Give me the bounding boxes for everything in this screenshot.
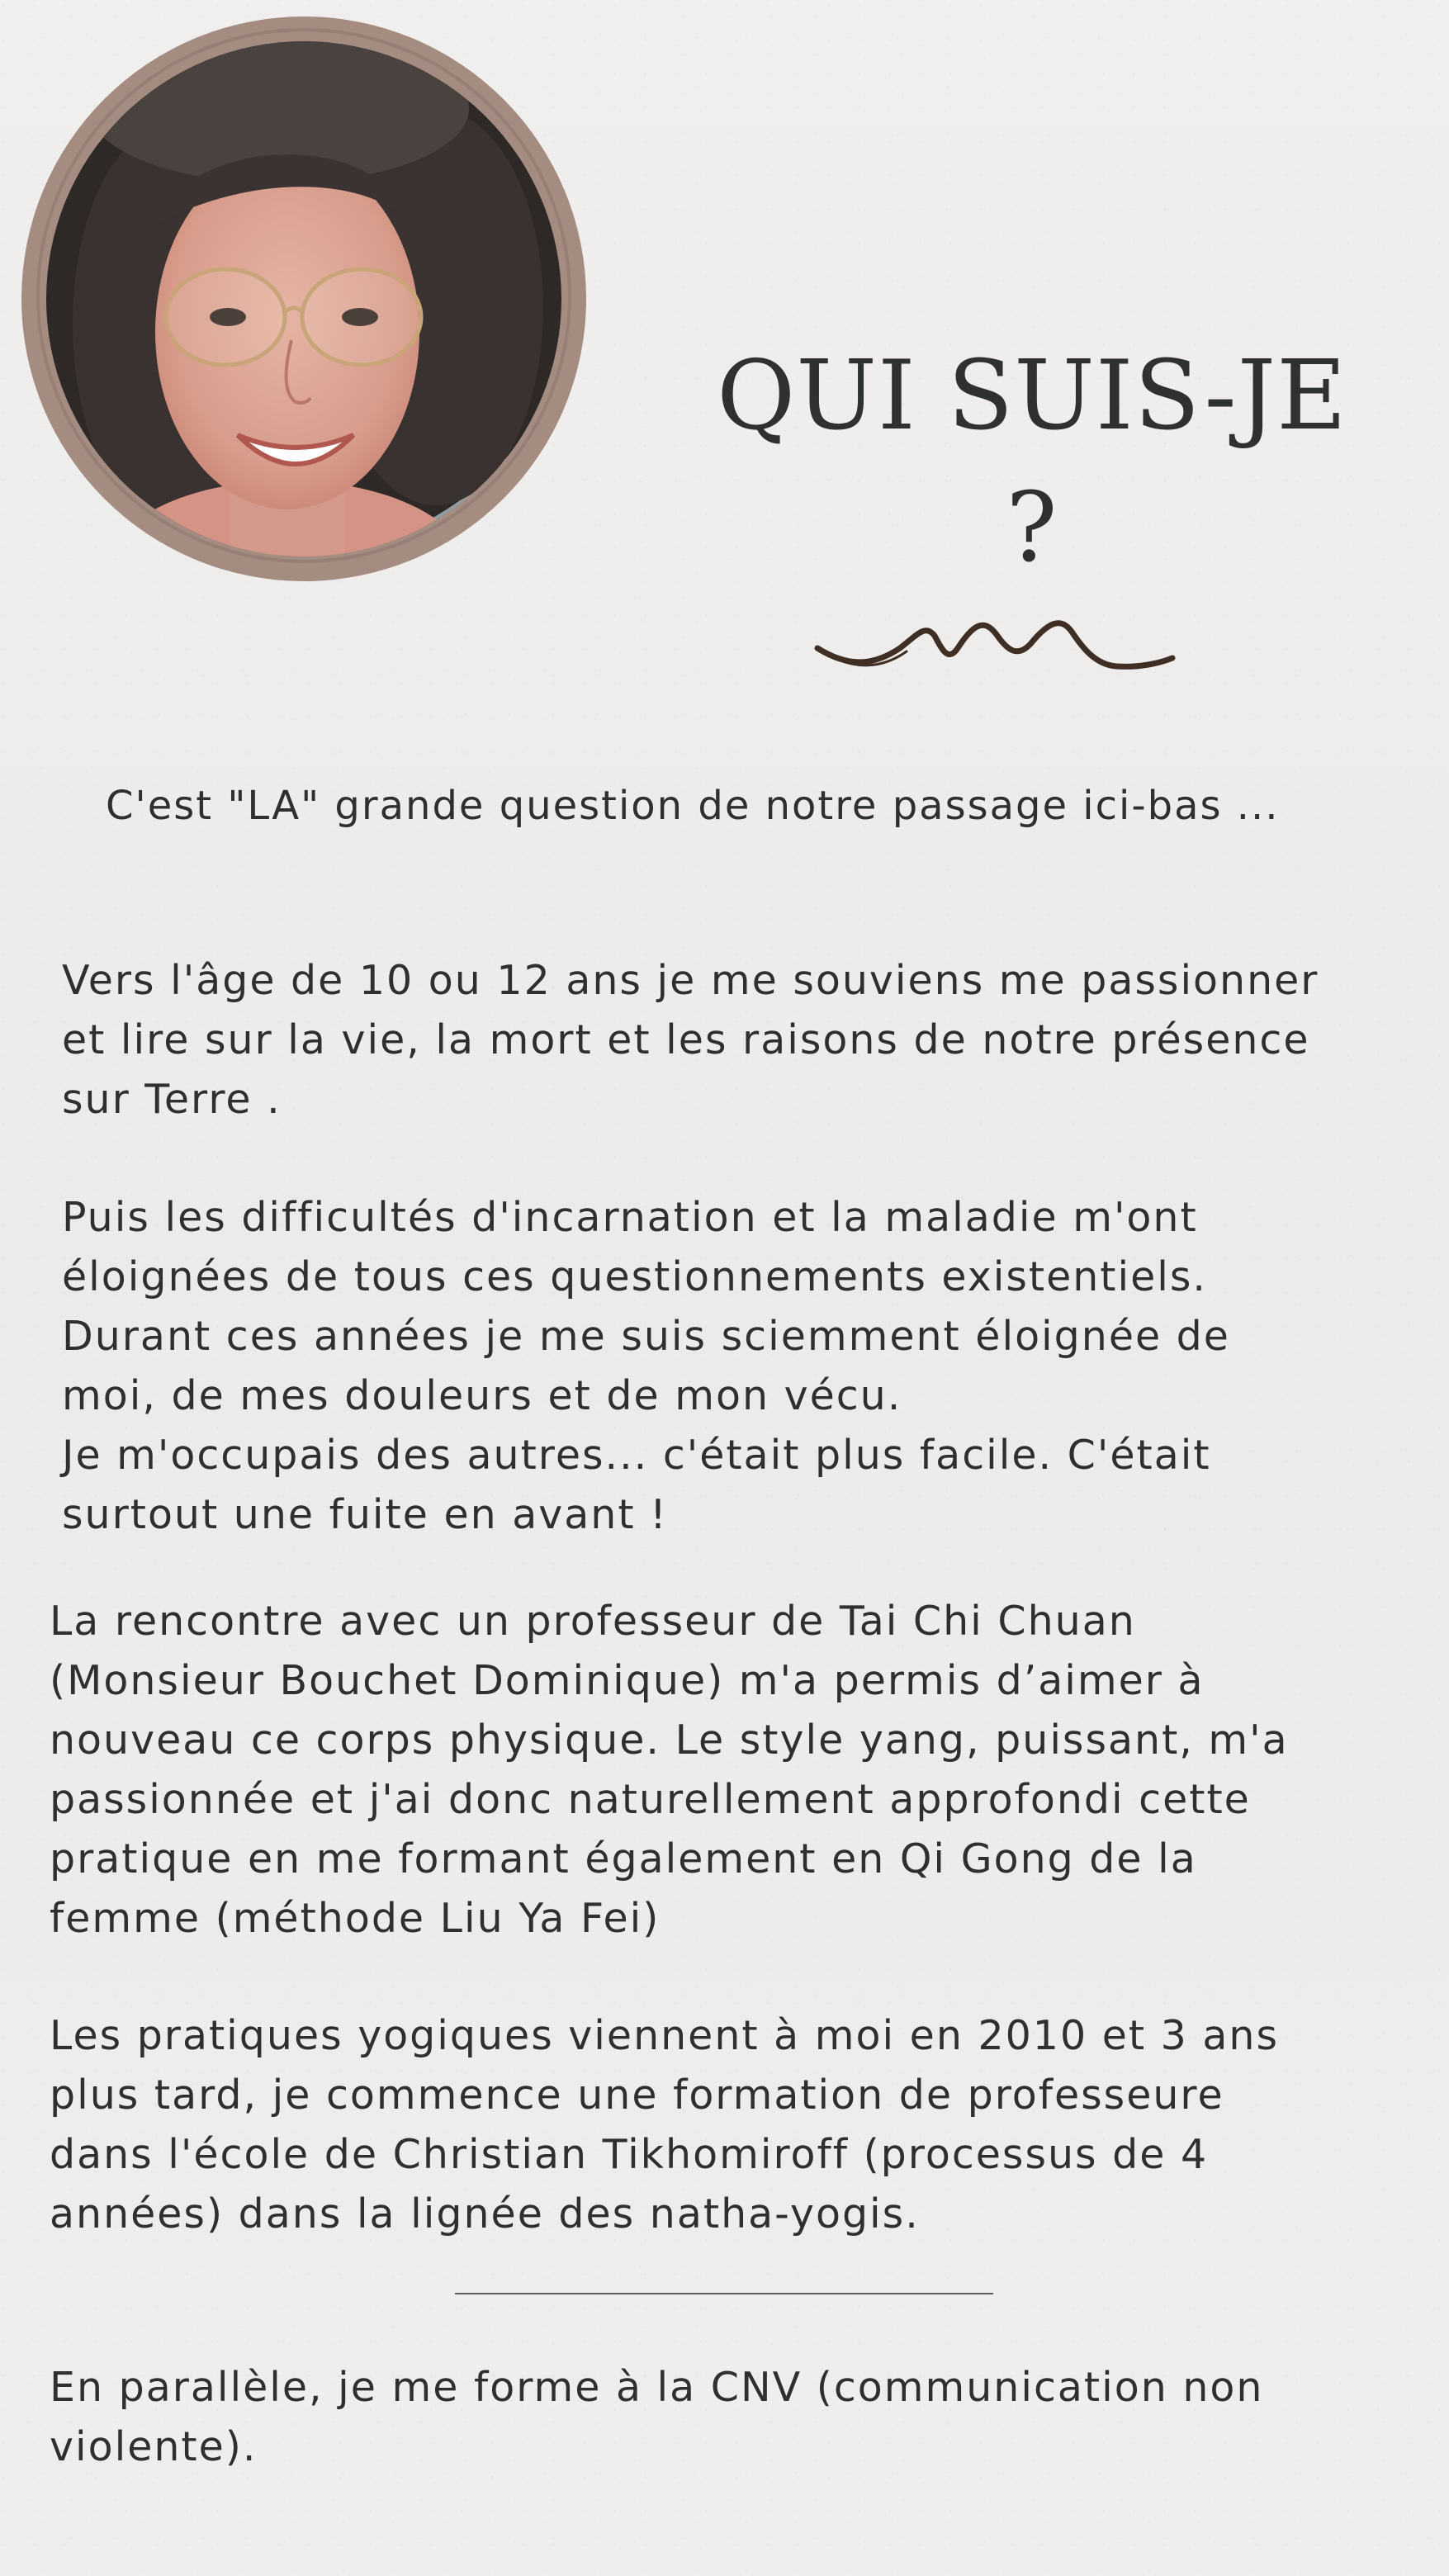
paragraph-tai-chi: La rencontre avec un professeur de Tai Chi Chuan (Monsieur Bouchet Dominique) m'a permis d’aimer à nouveau ce corps physique. Le style yang, puissant, m'a passionnée et j'ai donc naturellement approfondi cette pratique en me formant également en Qi Gong de la femme (méthode Liu Ya Fei) (50, 1598, 1289, 1942)
portrait-photo-icon (7, 10, 601, 591)
intro-line: C'est "LA" grande question de notre passage ici-bas ... (106, 783, 1280, 829)
page-title: QUI SUIS-JE ? (717, 340, 1347, 584)
section-divider (455, 2293, 993, 2294)
paragraph-difficulties: Puis les difficultés d'incarnation et la maladie m'ont éloignées de tous ces questionnements existentiels. Durant ces années je me suis sciemment éloignée de moi, de mes douleurs et de mon vécu. Je m'occupais des autres... c'était plus facile. C'était surtout une fuite en avant ! (62, 1194, 1230, 1538)
paragraph-childhood: Vers l'âge de 10 ou 12 ans je me souviens me passionner et lire sur la vie, la mort et les raisons de notre présence sur Terre . (62, 957, 1319, 1123)
paragraph-cnv: En parallèle, je me forme à la CNV (communication non violente). (50, 2364, 1264, 2470)
wave-flourish-icon (809, 599, 1181, 681)
paragraph-yoga: Les pratiques yogiques viennent à moi en 2010 et 3 ans plus tard, je commence une formation de professeure dans l'école de Christian Tikhomiroff (processus de 4 années) dans la lignée des natha-yogis. (50, 2012, 1280, 2237)
